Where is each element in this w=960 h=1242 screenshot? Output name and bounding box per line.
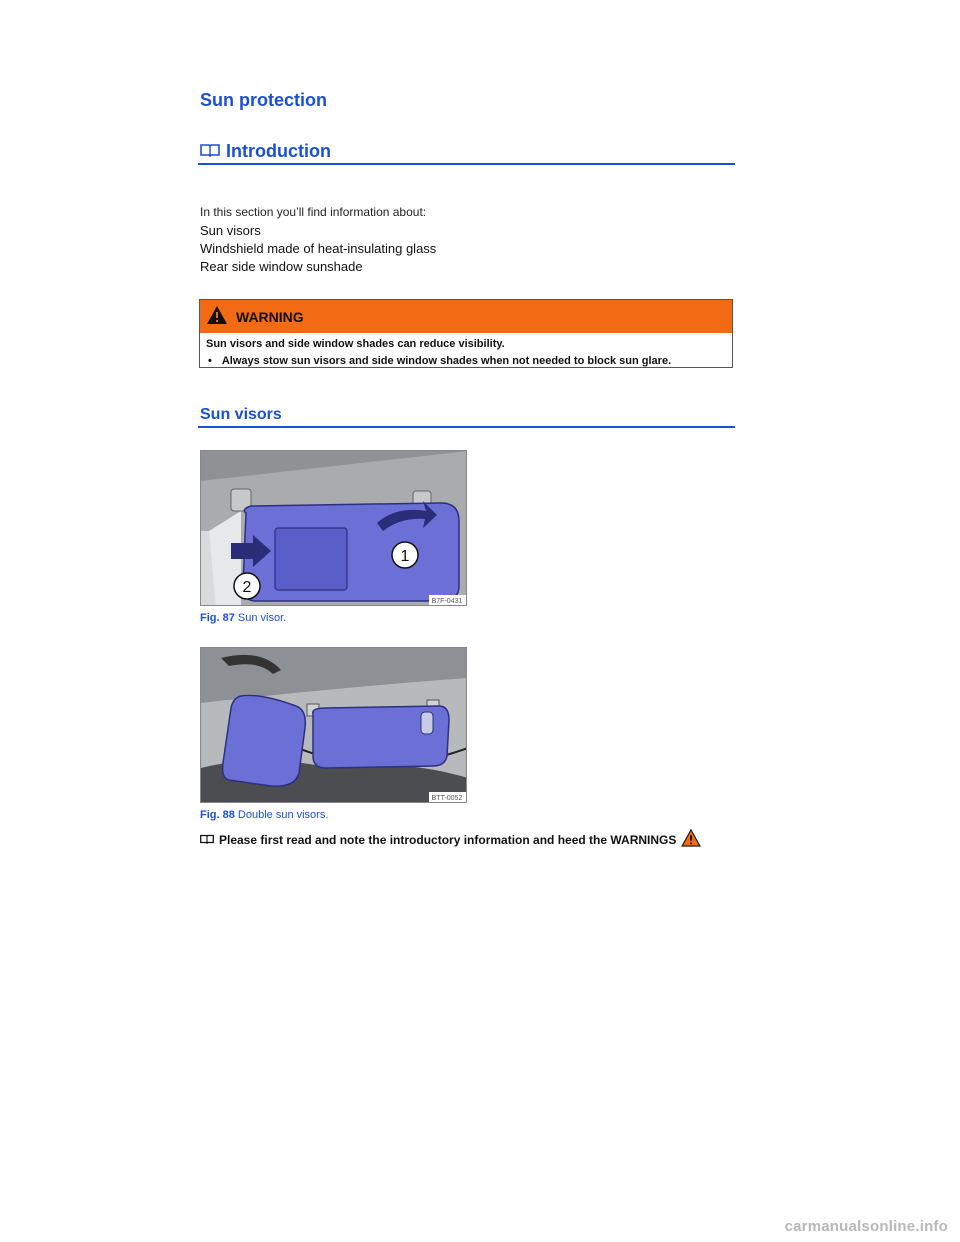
section-title: Sun visors	[200, 406, 282, 423]
warning-triangle-icon	[206, 305, 228, 328]
section-rule	[198, 426, 735, 428]
figure-caption-text: Double sun visors.	[237, 809, 329, 821]
callout-1	[392, 542, 418, 568]
book-icon	[200, 141, 220, 162]
intro-rule	[198, 163, 735, 165]
intro-list	[200, 222, 436, 276]
sun-visor-illustration	[201, 451, 467, 606]
warning-bullet-text: Always stow sun visors and side window shades when not needed to block sun glare.	[221, 355, 672, 367]
intro-heading	[200, 141, 331, 162]
double-visor-illustration	[201, 648, 467, 803]
list-item[interactable]: Windshield made of heat-insulating glass	[200, 241, 437, 256]
intro-heading-text: Introduction	[226, 141, 331, 161]
warning-body	[200, 333, 732, 373]
figure-number: Fig. 87	[200, 612, 235, 624]
list-item[interactable]: Sun visors	[200, 223, 261, 238]
list-item[interactable]: Rear side window sunshade	[200, 259, 363, 274]
figure-caption-88	[200, 809, 328, 821]
watermark: carmanualsonline.info	[784, 1218, 948, 1235]
book-icon	[200, 833, 214, 847]
svg-text:1: 1	[400, 548, 410, 565]
figure-number: Fig. 88	[200, 809, 235, 821]
warning-triangle-icon[interactable]	[681, 829, 701, 850]
svg-text:2: 2	[242, 579, 252, 596]
figure-caption-87	[200, 612, 286, 624]
figure-sun-visor	[200, 450, 467, 606]
figure-code: BTT-0052	[431, 795, 463, 802]
warning-box	[199, 299, 733, 368]
warning-label: WARNING	[236, 308, 304, 325]
intro-lead: In this section you’ll find information about:	[200, 205, 427, 219]
figure-code: B7F-0431	[431, 598, 463, 605]
warning-text: Sun visors and side window shades can reduce visibility.	[206, 338, 505, 350]
note-text[interactable]: Please first read and note the introductory information and heed the WARNINGS	[219, 832, 677, 847]
intro-note	[200, 829, 701, 850]
page-title: Sun protection	[200, 90, 327, 110]
warning-bullet	[206, 353, 726, 370]
callout-2	[234, 573, 260, 599]
figure-double-sun-visors	[200, 647, 467, 803]
bullet-icon: •	[208, 355, 212, 367]
warning-header	[200, 300, 732, 333]
figure-caption-text: Sun visor.	[237, 612, 287, 624]
